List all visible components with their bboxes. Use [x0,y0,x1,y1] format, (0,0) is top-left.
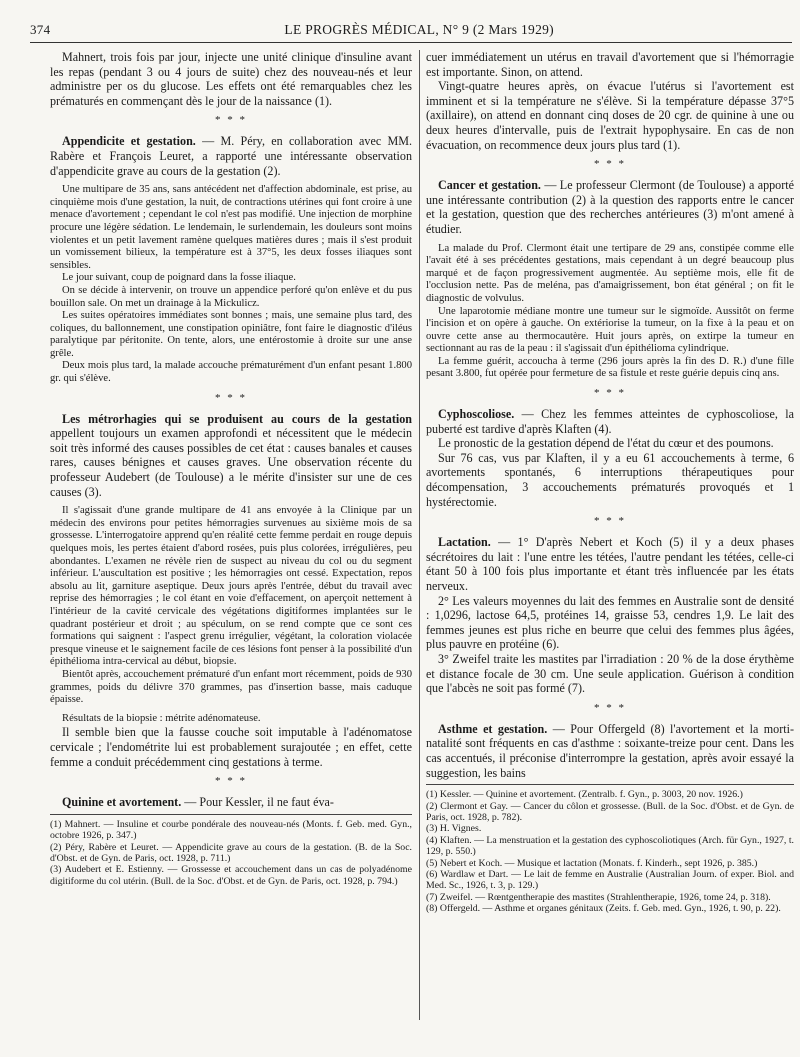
footnote-rule [426,784,794,785]
section-heading-cancer: Cancer et gestation. [438,178,541,193]
case-paragraph: Deux mois plus tard, la malade accouche prématurément d'un enfant pesant 1.800 gr. qui s'élève. [50,360,412,385]
quinine-paragraph: Vingt-quatre heures après, on évacue l'utérus si l'avortement est imminent et si la température ne s'élève. Si la température dépasse 37°5 (axillaire), on attend en donnant cinq doses de 20 cgr. de quinine à une ou deux heures d'intervalle, puis de l'extrait hypophysaire. En cas de non évacuation, on recommence deux jours plus tard (1). [426,79,794,152]
quinine-lead [50,795,412,810]
right-footnotes [426,789,794,914]
quinine-continuation: cuer immédiatement un utérus en travail d'avortement que si l'hémorragie est importante. Sinon, on attend. [426,50,794,79]
metrorhagies-lead-text: appellent toujours un examen approfondi et nécessitent que le médecin soit très informé des causes possibles de cet état : causes banales et causes rares, causes bénignes et causes graves. Une observation récente du professeur Audebert (de Toulouse) a le mérite d'insister sur une de ces causes (3). [50,426,412,499]
cancer-case [426,243,794,382]
lactation-paragraph: 2° Les valeurs moyennes du lait des femmes en Australie sont de densité : 1,0296, lactose 64,5, protéines 14, graisse 53, cendres 1,9. Le lait des femmes jeunes est plus riche en beurre que celui des femmes plus âgées, plus pauvre en protéine (6). [426,593,794,652]
case-paragraph: Une multipare de 35 ans, sans antécédent net d'affection abdominale, est prise, au cinquième mois d'une gestation, la nuit, de contractions utérines qui font croire à une menace d'avortement ; cependant le col n'est pas modifié. Une injection de morphine procure une légère sédation. Le lendemain, le surlendemain, les douleurs sont moins violentes et un petit lavement ramène quelques matières dures ; mais il s'est produit un vomissement bilieux, la température est à 37°5, les deux fosses iliaques sont sensibles. [50,184,412,271]
lactation-paragraph: 3° Zweifel traite les mastites par l'irradiation : 20 % de la dose érythème et distance focale de 30 cm. Une seule application. Guérison à condition que l'abcès ne soit pas formé (7). [426,651,794,696]
case-paragraph: Bientôt après, accouchement prématuré d'un enfant mort récemment, poids de 930 grammes, poids du délivre 370 grammes, pas d'insertion basse, mais caduque épaisse. [50,668,412,706]
mahnert-paragraph: Mahnert, trois fois par jour, injecte une unité clinique d'insuline avant les repas (pendant 3 ou 4 jours de suite) chez des nouveau-nés et leur administre per os du glucose. Les effets ont été remarquables chez les prématurés en commençant dès le jour de la naissance (1). [50,50,412,108]
appendicite-lead-text: — M. Péry, en collaboration avec MM. Rabère et François Leuret, a rapporté une intéressante observation d'appendicite grave au cours de la gestation (2). [50,134,412,178]
journal-title: LE PROGRÈS MÉDICAL, N° 9 (2 Mars 1929) [284,22,554,37]
left-column [50,50,412,887]
metrorhagies-conclusion: Il semble bien que la fausse couche soit imputable à l'adénomatose cervicale ; l'endométrite lui est probablement surajoutée ; en effet, cette femme a conduit précédemment cinq gestations à terme. [50,725,412,769]
footnote: (2) Péry, Rabère et Leuret. — Appendicite grave au cours de la gestation. (B. de la Soc. d'Obst. et de Gyn. de Paris, oct. 1928, p. 711.) [50,841,412,864]
section-heading-asthme: Asthme et gestation. [438,721,548,736]
section-heading-cyphoscoliose: Cyphoscoliose. [438,407,515,422]
footnote: (4) Klaften. — La menstruation et la gestation des cyphoscoliotiques (Arch. für Gyn., 1927, t. 129, p. 550.) [426,834,794,858]
asthme-lead-text: — Pour Offergeld (8) l'avortement et la morti-natalité sont fréquents en cas d'asthme : soixante-treize pour cent. Dans les cas accentués, il préconise d'interrompre la gestation, après avoir essayé la suggestion, les bains [426,721,794,780]
page-number: 374 [30,22,51,37]
section-separator: * * * [594,701,626,714]
lactation-lead [426,535,794,593]
section-separator: * * * [594,515,626,528]
case-paragraph: On se décide à intervenir, on trouve un appendice perforé qu'on enlève et du pus bouillon sale. On met un drainage à la Mickulicz. [50,284,412,309]
cyphoscoliose-paragraph: Le pronostic de la gestation dépend de l'état du cœur et des poumons. [438,436,774,451]
column-divider [419,50,420,1020]
section-heading-quinine: Quinine et avortement. [62,795,182,810]
case-paragraph: La femme guérit, accoucha à terme (296 jours après la fin des D. R.) d'une fille pesant 3.800, fut opérée pour fermeture de sa fistule et reste guérie depuis cinq ans. [426,355,794,380]
appendicite-lead [50,134,412,178]
footnote: (3) H. Vignes. [426,823,482,835]
footnote: (8) Offergeld. — Asthme et organes génitaux (Zeits. f. Geb. med. Gyn., 1926, t. 90, p. 22). [426,903,781,915]
section-heading-metrorhagies: Les métrorhagies qui se produisent au cours de la gestation [62,411,412,426]
asthme-lead [426,722,794,780]
section-heading-lactation: Lactation. [438,535,491,550]
header-rule [30,42,792,43]
section-separator: * * * [594,387,626,400]
metrorhagies-case [50,505,412,725]
section-heading-appendicite: Appendicite et gestation. [62,134,196,149]
running-head [30,22,788,38]
case-paragraph: Il s'agissait d'une grande multipare de 41 ans envoyée à la Clinique par un médecin des environs pour petites hémorragies survenues au sixième mois de sa grossesse. L'interrogatoire apprend qu'en réalité cette femme perdait en rouge depuis quelques mois, les pertes étaient d'abord rosées, puis plus colorées, irrégulières, peu abondantes. L'examen ne révèle rien de suspect au niveau du col ou du segment inférieur. L'auscultation est positive ; les hémorragies ont cessé. Expectation, repos absolu au lit, garniture aseptique. Deux jours après l'entrée, début du travail avec reprise des hémorragies ; le col étant en voie d'effacement, on aperçoit nettement à l'intérieur de la cavité cervicale des végétations digitiformes implantées sur le quadrant postérieur et droit ; au spéculum, on se rend compte que ce sont ces formations qui saignent : l'aspect grenu irrégulier, végétant, la coloration violacée presque vineuse et le saignement facile de ces lésions font penser à la possibilité d'un épithélioma intra-cervical au début, biopsie. [50,505,412,668]
lactation-lead-text: — 1° D'après Nebert et Koch (5) il y a deux phases sécrétoires du lait : l'une entre les tétées, l'autre pendant les tétées, celle-ci étant 50 à 100 fois plus importante et étant très influencée par les états nerveux. [426,535,794,593]
appendicite-case [50,184,412,386]
right-column [426,50,794,915]
section-separator: * * * [215,114,247,127]
footnote: (7) Zweifel. — Rœntgentherapie des mastites (Strahlentherapie, 1926, tome 24, p. 318). [426,891,771,903]
metrorhagies-lead [50,412,412,500]
footnote: (2) Clermont et Gay. — Cancer du côlon et grossesse. (Bull. de la Soc. d'Obst. et de Gyn. de Paris, oct. 1928, p. 782). [426,800,794,823]
cyphoscoliose-lead [426,407,794,436]
section-separator: * * * [594,158,626,171]
footnote-rule [50,814,412,815]
section-separator: * * * [215,775,247,788]
cyphoscoliose-paragraph: Sur 76 cas, vus par Klaften, il y a eu 61 accouchements à terme, 6 avortements spontanés, 6 interruptions thérapeutiques pour décompensation, 3 accouchements prématurés provoqués et 1 hystérectomie. [426,450,794,509]
left-footnotes [50,819,412,887]
footnote: (5) Nebert et Koch. — Musique et lactation (Monats. f. Kinderh., sept 1926, p. 385.) [426,857,758,869]
footnote: (6) Wardlaw et Dart. — Le lait de femme en Australie (Australian Journ. of exper. Biol. and Med. Sc., 1926, t. 3, p. 129.) [426,868,794,892]
quinine-lead-text: — Pour Kessler, il ne faut éva- [184,795,334,810]
footnote: (1) Mahnert. — Insuline et courbe pondérale des nouveau-nés (Monts. f. Geb. med. Gyn., octobre 1926, p. 347.) [50,818,412,842]
cancer-lead [426,178,794,236]
footnote: (1) Kessler. — Quinine et avortement. (Zentralb. f. Gyn., p. 3003, 20 nov. 1926.) [426,789,743,801]
cancer-lead-text: — Le professeur Clermont (de Toulouse) a apporté une intéressante contribution (2) à la question des rapports entre le cancer et la gestation, question que des recherches antérieures (3) m'ont amené à étudier. [426,178,794,236]
case-paragraph: La malade du Prof. Clermont était une tertipare de 29 ans, constipée comme elle l'avait été à ses précédentes gestations, mais cependant à un degré beaucoup plus marqué et de façon progressivement augmentée. Au septième mois, elle fit de l'occlusion nette. Pas de meléna, pas d'amaigrissement, bon état général ; on fit le diagnostic de volvulus. [426,242,794,304]
case-paragraph: Résultats de la biopsie : métrite adénomateuse. [62,712,261,724]
cyphoscoliose-lead-text: — Chez les femmes atteintes de cyphoscoliose, la puberté est tardive d'après Klaften (4). [426,407,794,436]
case-paragraph: Une laparotomie médiane montre une tumeur sur le sigmoïde. Aussitôt on ferme l'incision et on opère à gauche. On extériorise la tumeur, on la fixe à la peau et on ouvre cette anse au thermocautère. Huit jours après, on extirpe la tumeur en sectionnant au ras de la peau : il s'agissait d'un épithélioma cylindrique. [426,305,794,355]
case-paragraph: Le jour suivant, coup de poignard dans la fosse iliaque. [62,272,296,284]
footnote: (3) Audebert et E. Estienny. — Grossesse et accouchement dans un cas de polyadénome digitiforme du col utérin. (Bull. de la Soc. d'Obst. et de Gyn. de Paris, oct. 1928, p. 794.) [50,864,412,887]
section-separator: * * * [215,391,247,404]
case-paragraph: Les suites opératoires immédiates sont bonnes ; mais, une semaine plus tard, des coliques, du ballonnement, une constipation opiniâtre, font faire le diagnostic d'iléus paralytique par péritonite. On tente, alors, une entérostomie à droite sur une anse grêle. [50,310,412,359]
